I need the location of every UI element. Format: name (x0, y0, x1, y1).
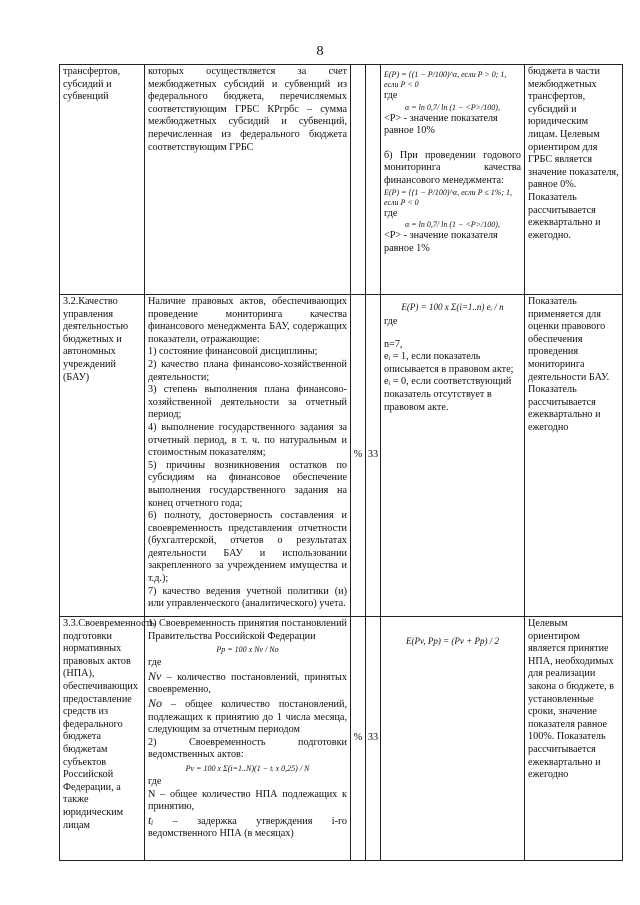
indicator-name-cell: 3.3.Своевременность подготовки нормативных правовых актов (НПА), обеспечивающих предоставление средств из федерального бюджета бюджетам субъектов Российской Федерации, а также юридическим лицам (60, 617, 145, 861)
weight-cell (366, 65, 381, 295)
b-intro: б) При проведении годового мониторинга качества финансового менеджмента: (384, 149, 521, 186)
where-2: где (148, 775, 162, 787)
where: где (384, 316, 398, 327)
alpha-formula-a: α = ln 0,7/ ln (1 − <P>/100), (405, 102, 500, 112)
indicator-name-cell: трансфертов, субсидий и субвенций (60, 65, 145, 295)
e-one: eᵢ = 1, если показатель описывается в правовом акте; (384, 351, 514, 375)
formula: E(P) = 100 x Σ(i=1..n) eᵢ / n (401, 302, 504, 312)
alpha-formula-b: α = ln 0,7/ ln (1 − <P>/100), (405, 220, 500, 230)
list-item: 6) полноту, достоверность составления и своевременность представления отчетности (бухгалтерской, отчетов о результатах деятельности БАУ и использовании закрепленного за учреждением имущества и т.д.); (148, 510, 347, 585)
comment-cell: бюджета в части межбюджетных трансфертов, субсидий и юридическим лицам. Целевым ориентиром для ГРБС является значение показателя, равное 0%. Показатель рассчитывается ежеквартально и ежегодно. (525, 65, 623, 295)
formula-pp: Pp = 100 x Nv / No (216, 645, 279, 655)
t-symbol: tᵢ (148, 812, 154, 827)
list-item: 3) степень выполнения плана финансово-хозяйственной деятельности за отчетный период; (148, 384, 347, 421)
page-number: 8 (316, 44, 324, 59)
formula-cell (381, 65, 525, 295)
unit-cell: % (351, 295, 366, 617)
indicators-table (59, 64, 623, 861)
n-value: n=7, (384, 338, 403, 350)
no-def: No – общее количество постановлений, подлежащих к принятию до 1 числа месяца, следующим за отчетным периодом (148, 695, 347, 736)
formula-pv: Pv = 100 x Σ(i=1..N)(1 − tᵢ x 0,25) / N (185, 763, 310, 773)
unit-cell: % (351, 617, 366, 861)
description-cell: которых осуществляется за счет межбюджетных субсидий и субвенций из федерального бюджета, перечисляемых соответствующим ГРБС КРгрбс – сумма межбюджетных субсидий и субвенций, перечисленная из федерального бюджета соответствующим ГРБС (145, 65, 351, 295)
table-row (60, 617, 623, 861)
weight-cell: 33 (366, 295, 381, 617)
table-row (60, 295, 623, 617)
list-item: 2) качество плана финансово-хозяйственной деятельности; (148, 358, 347, 383)
item-1: 1) Своевременность принятия постановлений Правительства Российской Федерации (148, 618, 347, 642)
n-def: N – общее количество НПА подлежащих к принятию, (148, 788, 347, 813)
description-cell (145, 295, 351, 617)
unit-cell (351, 65, 366, 295)
formula-a: E(P) = {(1 − P/100)^α, если P > 0; 1, если P < 0 (384, 70, 507, 89)
nv-def: Nv – количество постановлений, принятых своевременно, (148, 668, 347, 696)
e-zero: eᵢ = 0, если соответствующий показатель отсутствует в правовом акте. (384, 376, 512, 413)
comment-cell: Целевым ориентиром является принятие НПА, необходимых для реализации закона о бюджете, в установленные сроки, значение показателя равное 100%. Показатель рассчитывается ежеквартально и ежегодно (525, 617, 623, 861)
list-item: 1) состояние финансовой дисциплины; (148, 346, 318, 358)
table-row (60, 65, 623, 295)
description-cell (145, 617, 351, 861)
list-item: 5) причины возникновения остатков по субсидиям на финансовое обеспечение выполнения государственного задания на конец отчетного года; (148, 459, 347, 509)
text-a: <P> - значение показателя равное 10% (384, 112, 498, 137)
t-def: tᵢ – задержка утверждения i-го ведомственного НПА (в месяцах) (148, 812, 348, 840)
item-2: 2) Своевременность подготовки ведомственных актов: (148, 736, 347, 761)
nv-symbol: Nv (148, 668, 162, 683)
list-item: 7) качество ведения учетной политики (и) или управленческого (аналитического) учета. (148, 585, 347, 610)
where-b: где (384, 207, 398, 219)
indicator-name-cell: 3.2.Качество управления деятельностью бюджетных и автономных учреждений (БАУ) (60, 295, 145, 617)
formula-b: E(P) = {(1 − P/100)^α, если P ≤ 1%; 1, если P < 0 (384, 187, 513, 207)
list-item: 4) выполнение государственного задания за отчетный период, в т. ч. по натуральным и стоимостным показателям; (148, 421, 347, 459)
where-1: где (148, 657, 162, 669)
where-a: где (384, 90, 398, 101)
comment-cell: Показатель применяется для оценки правового обеспечения проведения мониторинга деятельности БАУ. Показатель рассчитывается ежеквартально и ежегодно (525, 295, 623, 617)
text-b: <P> - значение показателя равное 1% (384, 230, 498, 254)
formula-cell (381, 617, 525, 861)
weight-cell: 33 (366, 617, 381, 861)
no-symbol: No (148, 695, 163, 710)
description-intro: Наличие правовых актов, обеспечивающих проведение мониторинга качества финансового менеджмента БАУ, содержащих показатели, отражающие: (148, 296, 347, 345)
formula-cell (381, 295, 525, 617)
formula: E(Pv, Pp) = (Pv + Pp) / 2 (406, 636, 499, 646)
